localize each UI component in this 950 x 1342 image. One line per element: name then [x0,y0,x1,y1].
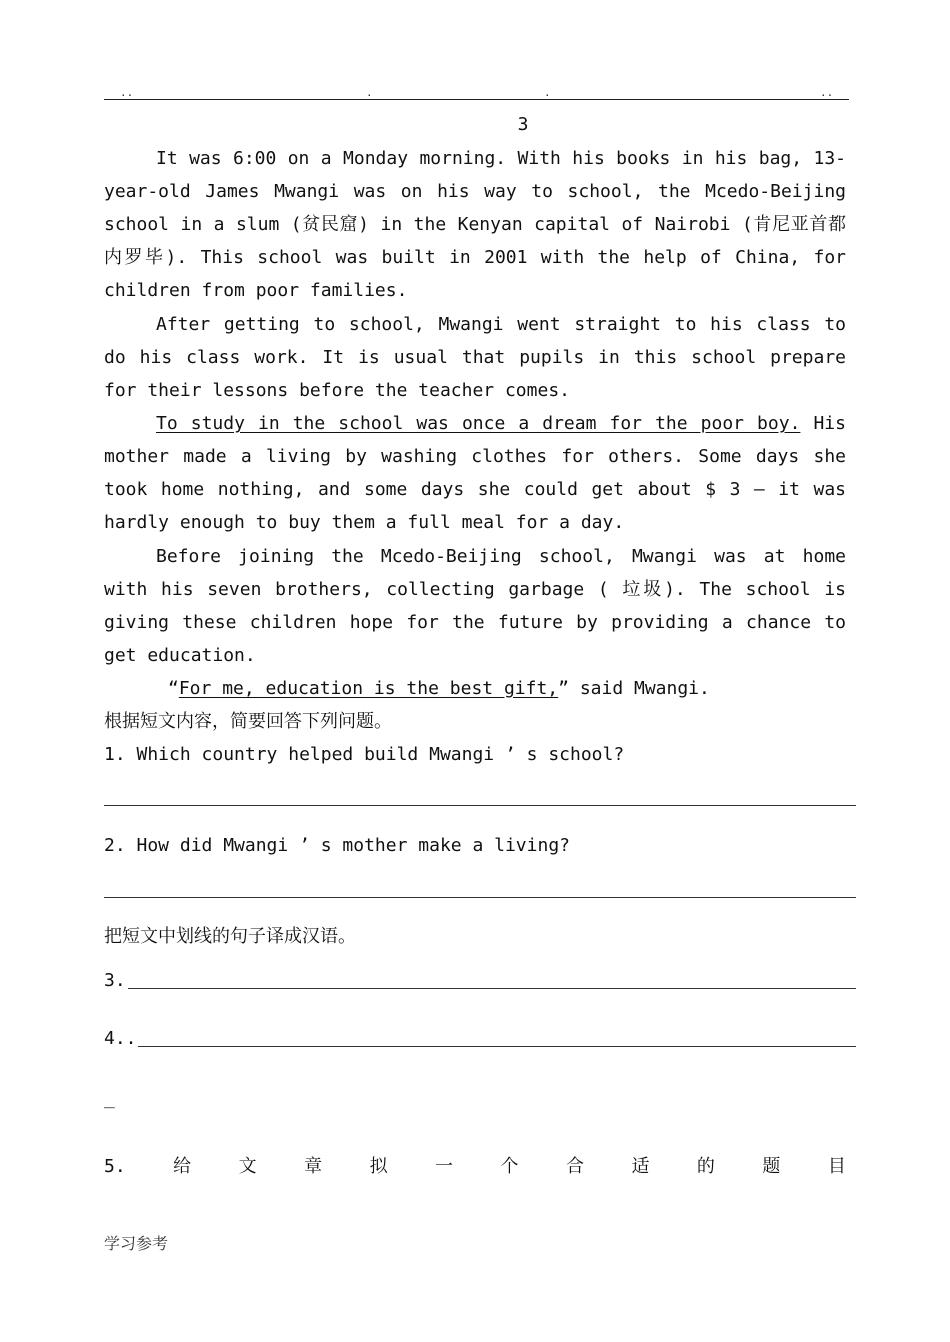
q5-char-4: 拟 [369,1156,388,1177]
q5-char-9: 的 [696,1156,715,1177]
passage-paragraph-3 [104,407,846,539]
header-dot-2: . [366,86,373,99]
question-1: 1. Which country helped build Mwangi ’ s school? [104,744,625,765]
passage-paragraph-5 [104,672,846,705]
instruction-translate: 把短文中划线的句子译成汉语。 [104,926,356,947]
q5-char-6: 个 [500,1156,519,1177]
answer-line-1[interactable] [104,805,856,806]
question-4-tail: _ [104,1088,115,1109]
answer-line-2[interactable] [104,897,856,898]
footer-label: 学习参考 [104,1234,169,1253]
answer-line-3[interactable] [128,988,856,989]
q5-char-0: 5. [104,1156,126,1177]
page-number: 3 [517,114,529,135]
header-dots [104,86,849,100]
underlined-sentence-2: For me, education is the best gift, [178,678,559,699]
question-5 [104,1150,846,1183]
underlined-sentence-1: To study in the school was once a dream for the poor boy. [156,413,801,434]
passage-paragraph-2: After getting to school, Mwangi went straight to his class to do his class work. It is usual that pupils in this school prepare for their lessons before the teacher comes. [104,314,846,401]
answer-line-4[interactable] [138,1046,856,1047]
q5-char-2: 文 [238,1156,257,1177]
q5-char-10: 题 [762,1156,781,1177]
header-dot-4: .. [820,86,834,99]
question-4-label: 4.. [104,1028,137,1049]
question-2: 2. How did Mwangi ’ s mother make a living? [104,835,570,856]
q5-char-1: 给 [173,1156,192,1177]
q5-char-7: 合 [565,1156,584,1177]
passage-paragraph-4: Before joining the Mcedo-Beijing school, Mwangi was at home with his seven brothers, collecting garbage ( 垃圾). The school is giving these children hope for the future by providing a chance to get education. [104,546,846,666]
q5-char-11: 目 [827,1156,846,1177]
paragraph-5-rest: ” said Mwangi. [558,678,710,699]
q5-char-3: 章 [304,1156,323,1177]
q5-char-8: 适 [631,1156,650,1177]
passage-paragraph-1: It was 6:00 on a Monday morning. With his books in his bag, 13-year-old James Mwangi was on his way to school, the Mcedo-Beijing school in a slum (贫民窟) in the Kenyan capital of Nairobi (肯尼亚首都内罗毕). This school was built in 2001 with the help of China, for children from poor families. [104,148,846,301]
header-dot-1: .. [120,86,134,99]
open-quote: “ [168,678,179,699]
q5-char-5: 一 [435,1156,454,1177]
paragraph-3-rest: His mother made a living by washing clothes for others. Some days she took home nothing, and some days she could get about $ 3 — it was hardly enough to buy them a full meal for a day. [104,413,846,533]
question-3-label: 3. [104,970,126,991]
instruction-answer: 根据短文内容，简要回答下列问题。 [104,711,392,732]
header-dot-3: . [544,86,551,99]
header-rule [104,99,849,100]
